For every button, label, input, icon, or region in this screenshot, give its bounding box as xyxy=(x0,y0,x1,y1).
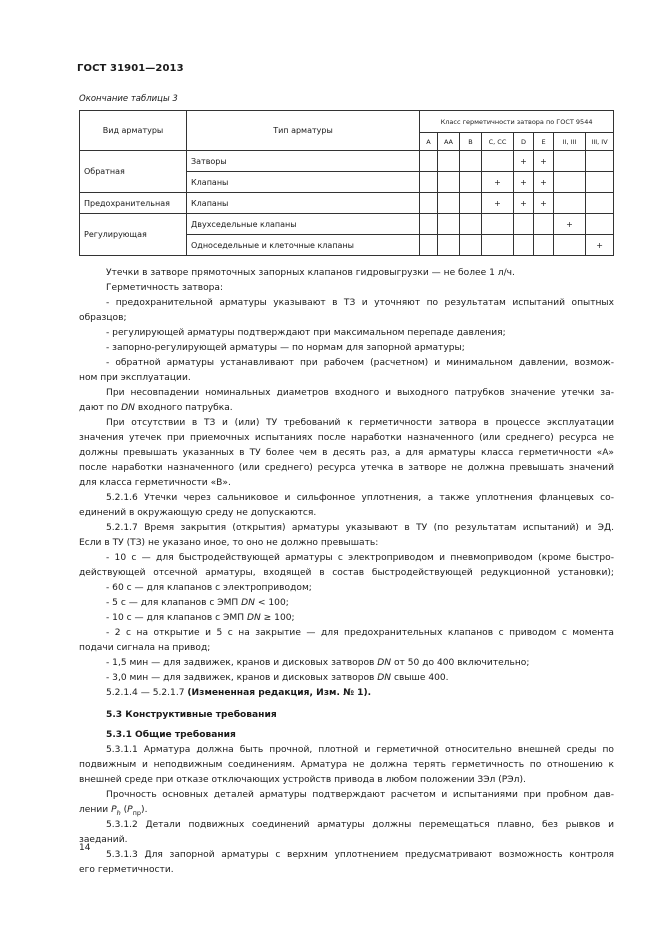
text-line xyxy=(106,686,371,701)
mark-cell xyxy=(438,151,460,172)
amendment-note: (Измененная редакция, Изм. № 1). xyxy=(187,688,372,698)
subsection-heading: 5.3.1 Общие требования xyxy=(106,730,236,740)
mark-cell: + xyxy=(534,193,554,214)
text-line: его герметичности. xyxy=(79,865,174,875)
table-row xyxy=(80,214,614,235)
mark-cell xyxy=(482,235,514,256)
text-run: ( xyxy=(120,805,128,815)
mark-cell xyxy=(420,214,438,235)
text-run: дают по xyxy=(79,403,122,413)
text-line: - регулирующей арматуры подтверждают при максимальном перепаде давления; xyxy=(106,328,506,338)
text-line: Прочность основных деталей арматуры подтверждают расчетом и испытаниями при пробном дав- xyxy=(106,790,614,800)
mark-cell xyxy=(514,235,534,256)
mark-cell xyxy=(586,193,614,214)
type-cell: Клапаны xyxy=(187,193,420,214)
text-line: Герметичность затвора: xyxy=(106,283,224,293)
mark-cell: + xyxy=(534,172,554,193)
text-line: 5.2.1.6 Утечки через сальниковое и сильфонное уплотнения, а также уплотнения фланцевых со- xyxy=(106,493,614,503)
type-cell: Односедельные и клеточные клапаны xyxy=(187,235,420,256)
text-line: - 60 с — для клапанов с электроприводом; xyxy=(106,583,312,593)
text-line: 5.3.1.1 Арматура должна быть прочной, плотной и герметичной относительно внешней среды по xyxy=(106,745,614,755)
class-header-cell: А xyxy=(420,133,438,151)
text-run: < 100; xyxy=(254,598,289,608)
text-line: ном при эксплуатации. xyxy=(79,373,191,383)
text-line: образцов; xyxy=(79,313,127,323)
class-header-cell: АА xyxy=(438,133,460,151)
text-run: ). xyxy=(141,805,148,815)
text-line: При несовпадении номинальных диаметров входного и выходного патрубков значение утечки за- xyxy=(106,388,614,398)
text-run: от 50 до 400 включительно; xyxy=(391,658,530,668)
text-run: 5.2.1.4 — 5.2.1.7 xyxy=(106,688,188,698)
kind-cell: Регулирующая xyxy=(80,214,187,256)
type-cell: Двухседельные клапаны xyxy=(187,214,420,235)
kind-cell: Обратная xyxy=(80,151,187,193)
mark-cell xyxy=(534,214,554,235)
page-number: 14 xyxy=(79,843,91,853)
mark-cell: + xyxy=(534,151,554,172)
text-line xyxy=(106,611,295,626)
mark-cell xyxy=(554,151,586,172)
mark-cell xyxy=(514,214,534,235)
table-row xyxy=(80,193,614,214)
text-line xyxy=(106,656,529,671)
col-header-type: Тип арматуры xyxy=(187,111,420,151)
mark-cell: + xyxy=(554,214,586,235)
text-line: 5.3.1.2 Детали подвижных соединений арматуры должны перемещаться плавно, без рывков и xyxy=(106,820,614,830)
text-run: ≥ 100; xyxy=(260,613,295,623)
text-line: единений в окружающую среду не допускаются. xyxy=(79,508,317,518)
text-run: - 5 с — для клапанов с ЭМП xyxy=(106,598,242,608)
mark-cell xyxy=(534,235,554,256)
section-heading: 5.3 Конструктивные требования xyxy=(106,710,277,720)
mark-cell xyxy=(438,214,460,235)
text-line: Если в ТУ (ТЗ) не указано иное, то оно не должно превышать: xyxy=(79,538,379,548)
text-line: - 10 с — для быстродействующей арматуры с электроприводом и пневмоприводом (кроме быстро- xyxy=(106,553,614,563)
mark-cell: + xyxy=(586,235,614,256)
mark-cell xyxy=(586,214,614,235)
col-header-class: Класс герметичности затвора по ГОСТ 9544 xyxy=(420,111,614,133)
text-line: 5.3.1.3 Для запорной арматуры с верхним уплотнением предусматривают возможность контроля xyxy=(106,850,614,860)
text-run: - 3,0 мин — для задвижек, кранов и дисковых затворов xyxy=(106,673,378,683)
kind-cell: Предохранительная xyxy=(80,193,187,214)
text-line: - обратной арматуры устанавливают при рабочем (расчетном) и минимальном давлении, возмож- xyxy=(106,358,614,368)
mark-cell: + xyxy=(482,193,514,214)
text-line: должны превышать указанных в ТУ более чем в десять раз, а для арматуры класса герметичности «А» xyxy=(79,448,614,458)
text-line: внешней среде при отказе отключающих устройств привода в любом положении ЗЭл (РЭл). xyxy=(79,775,526,785)
mark-cell xyxy=(438,193,460,214)
text-run: пр xyxy=(132,808,142,817)
text-line: подвижным и неподвижным соединениям. Арматура не должна терять герметичность по отношению к xyxy=(79,760,614,770)
table-header-row xyxy=(80,111,614,133)
text-line xyxy=(106,671,449,686)
table-row xyxy=(80,151,614,172)
class-header-cell: В xyxy=(460,133,482,151)
mark-cell xyxy=(438,172,460,193)
col-header-kind: Вид арматуры xyxy=(80,111,187,151)
mark-cell xyxy=(554,172,586,193)
text-run: - 10 с — для клапанов с ЭМП xyxy=(106,613,247,623)
text-line: действующей отсечной арматуры, входящей в состав быстродействующей редукционной установки); xyxy=(79,568,614,578)
text-line: Утечки в затворе прямоточных запорных клапанов гидровыгрузки — не более 1 л/ч. xyxy=(106,268,515,278)
text-run: DN xyxy=(377,658,392,668)
text-line: - запорно-регулирующей арматуры — по нормам для запорной арматуры; xyxy=(106,343,465,353)
text-line xyxy=(106,596,289,611)
text-line: значения утечек при приемочных испытаниях после наработки назначенного (или среднего) ресурса не xyxy=(79,433,614,443)
mark-cell xyxy=(420,151,438,172)
mark-cell xyxy=(482,151,514,172)
class-header-cell: D xyxy=(514,133,534,151)
text-run: DN xyxy=(246,613,261,623)
type-cell: Затворы xyxy=(187,151,420,172)
text-run: DN xyxy=(241,598,255,608)
class-header-cell: III, IV xyxy=(586,133,614,151)
mark-cell xyxy=(460,151,482,172)
mark-cell xyxy=(482,214,514,235)
class-header-cell: Е xyxy=(534,133,554,151)
text-run: лении xyxy=(79,805,112,815)
mark-cell xyxy=(460,235,482,256)
mark-cell xyxy=(460,172,482,193)
text-run: DN xyxy=(121,403,135,413)
mark-cell: + xyxy=(514,193,534,214)
text-run: входного патрубка. xyxy=(134,403,233,413)
text-line: заеданий. xyxy=(79,835,128,845)
class-header-cell: II, III xyxy=(554,133,586,151)
text-run: P xyxy=(127,805,133,815)
mark-cell xyxy=(586,172,614,193)
type-cell: Клапаны xyxy=(187,172,420,193)
table-caption: Окончание таблицы 3 xyxy=(79,94,178,104)
mark-cell xyxy=(586,151,614,172)
mark-cell xyxy=(420,193,438,214)
mark-cell xyxy=(438,235,460,256)
tightness-class-table xyxy=(79,110,614,256)
mark-cell xyxy=(460,214,482,235)
text-line: 5.2.1.7 Время закрытия (открытия) арматуры указывают в ТУ (по результатам испытаний) и ЭД. xyxy=(106,523,614,533)
text-line: для класса герметичности «В». xyxy=(79,478,231,488)
mark-cell xyxy=(554,235,586,256)
text-line: При отсутствии в ТЗ и (или) ТУ требований к герметичности затвора в процессе эксплуатации xyxy=(106,418,614,428)
text-line: подачи сигнала на привод; xyxy=(79,643,211,653)
mark-cell: + xyxy=(514,151,534,172)
class-header-cell: С, СС xyxy=(482,133,514,151)
document-header: ГОСТ 31901—2013 xyxy=(77,63,184,74)
mark-cell: + xyxy=(482,172,514,193)
text-run: DN xyxy=(377,673,392,683)
text-run: P xyxy=(111,805,117,815)
text-line: после наработки назначенного (или среднего) ресурса утечка в затворе не должна превышать значений xyxy=(79,463,614,473)
text-run: - 1,5 мин — для задвижек, кранов и дисковых затворов xyxy=(106,658,378,668)
mark-cell xyxy=(420,235,438,256)
text-line: - 2 с на открытие и 5 с на закрытие — для предохранительных клапанов с приводом с момента xyxy=(106,628,614,638)
mark-cell xyxy=(460,193,482,214)
mark-cell: + xyxy=(514,172,534,193)
mark-cell xyxy=(420,172,438,193)
text-line: - предохранительной арматуры указывают в ТЗ и уточняют по результатам испытаний опытных xyxy=(106,298,614,308)
mark-cell xyxy=(554,193,586,214)
text-run: h xyxy=(116,808,121,817)
text-line xyxy=(79,401,233,416)
text-run: свыше 400. xyxy=(391,673,449,683)
